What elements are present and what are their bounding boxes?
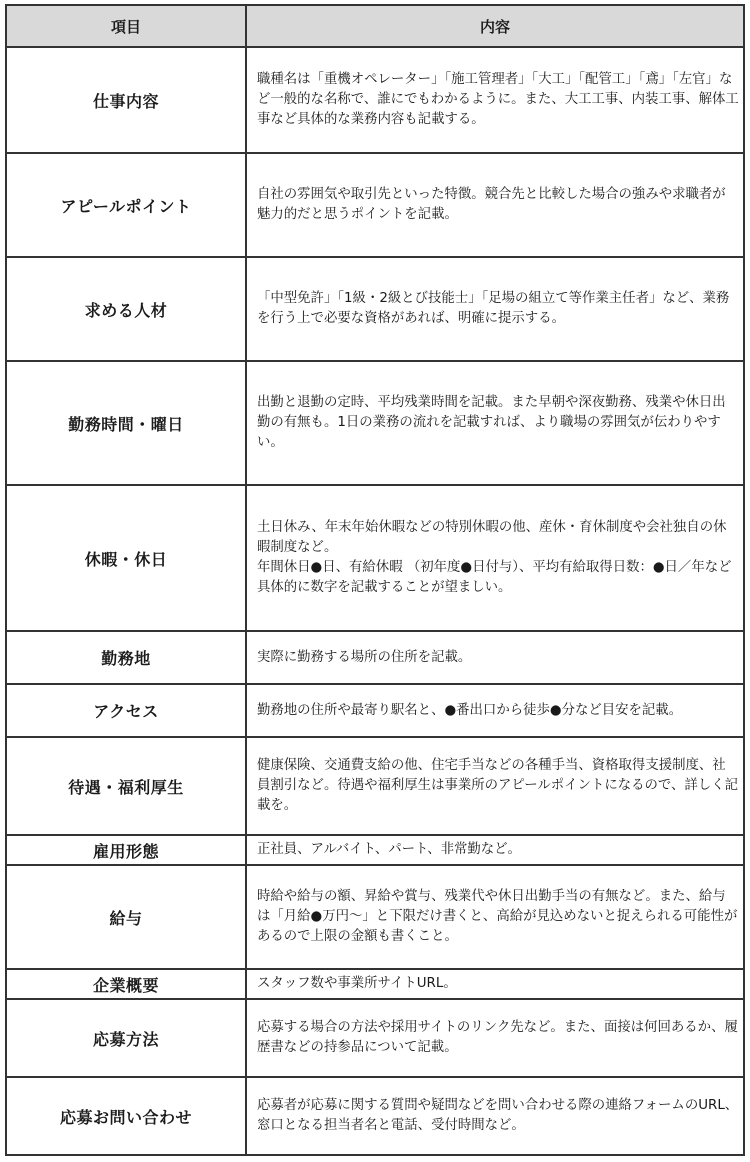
table-row <box>6 153 744 257</box>
job-posting-items-table <box>5 4 745 1156</box>
row-item: 応募お問い合わせ <box>6 1077 246 1155</box>
row-item: 待遇・福利厚生 <box>6 737 246 835</box>
row-content: スタッフ数や事業所サイトURL。 <box>246 969 744 999</box>
table-row <box>6 257 744 361</box>
row-content: 実際に勤務する場所の住所を記載。 <box>246 631 744 684</box>
row-item: 勤務時間・曜日 <box>6 361 246 485</box>
row-item: 給与 <box>6 865 246 969</box>
table-header-row <box>6 5 744 47</box>
row-content: 正社員、アルバイト、パート、非常勤など。 <box>246 835 744 865</box>
header-content: 内容 <box>246 5 744 47</box>
row-item: 企業概要 <box>6 969 246 999</box>
row-content: 土日休み、年末年始休暇などの特別休暇の他、産休・育休制度や会社独自の休暇制度など。 年間休日●日、有給休暇 （初年度●日付与）、平均有給取得日数：●日／年など具体的に数字を記載することが望ましい。 <box>246 485 744 631</box>
row-item: アクセス <box>6 684 246 737</box>
table-row <box>6 835 744 865</box>
table-row <box>6 631 744 684</box>
row-item: 応募方法 <box>6 999 246 1077</box>
table-row <box>6 47 744 153</box>
row-content: 自社の雰囲気や取引先といった特徴。競合先と比較した場合の強みや求職者が魅力的だと思うポイントを記載。 <box>246 153 744 257</box>
row-content: 「中型免許」「1級・2級とび技能士」「足場の組立て等作業主任者」など、業務を行う上で必要な資格があれば、明確に提示する。 <box>246 257 744 361</box>
table-row <box>6 684 744 737</box>
row-content: 応募する場合の方法や採用サイトのリンク先など。また、面接は何回あるか、履歴書などの持参品について記載。 <box>246 999 744 1077</box>
table-row <box>6 737 744 835</box>
table-row <box>6 485 744 631</box>
row-content: 職種名は「重機オペレーター」「施工管理者」「大工」「配管工」「鳶」「左官」など一般的な名称で、誰にでもわかるように。また、大工工事、内装工事、解体工事など具体的な業務内容も記載する。 <box>246 47 744 153</box>
table-row <box>6 865 744 969</box>
row-item: アピールポイント <box>6 153 246 257</box>
header-item: 項目 <box>6 5 246 47</box>
row-content: 時給や給与の額、昇給や賞与、残業代や休日出勤手当の有無など。また、給与は「月給●万円〜」と下限だけ書くと、高給が見込めないと捉えられる可能性があるので上限の金額も書くこと。 <box>246 865 744 969</box>
table-row <box>6 361 744 485</box>
row-content: 勤務地の住所や最寄り駅名と、●番出口から徒歩●分など目安を記載。 <box>246 684 744 737</box>
row-content: 健康保険、交通費支給の他、住宅手当などの各種手当、資格取得支援制度、社員割引など。待遇や福利厚生は事業所のアピールポイントになるので、詳しく記載を。 <box>246 737 744 835</box>
row-content: 応募者が応募に関する質問や疑問などを問い合わせる際の連絡フォームのURL、窓口となる担当者名と電話、受付時間など。 <box>246 1077 744 1155</box>
row-item: 求める人材 <box>6 257 246 361</box>
row-item: 仕事内容 <box>6 47 246 153</box>
row-item: 休暇・休日 <box>6 485 246 631</box>
row-item: 勤務地 <box>6 631 246 684</box>
row-item: 雇用形態 <box>6 835 246 865</box>
table-row <box>6 1077 744 1155</box>
table-row <box>6 969 744 999</box>
table-row <box>6 999 744 1077</box>
row-content: 出勤と退勤の定時、平均残業時間を記載。また早朝や深夜勤務、残業や休日出勤の有無も。1日の業務の流れを記載すれば、より職場の雰囲気が伝わりやすい。 <box>246 361 744 485</box>
